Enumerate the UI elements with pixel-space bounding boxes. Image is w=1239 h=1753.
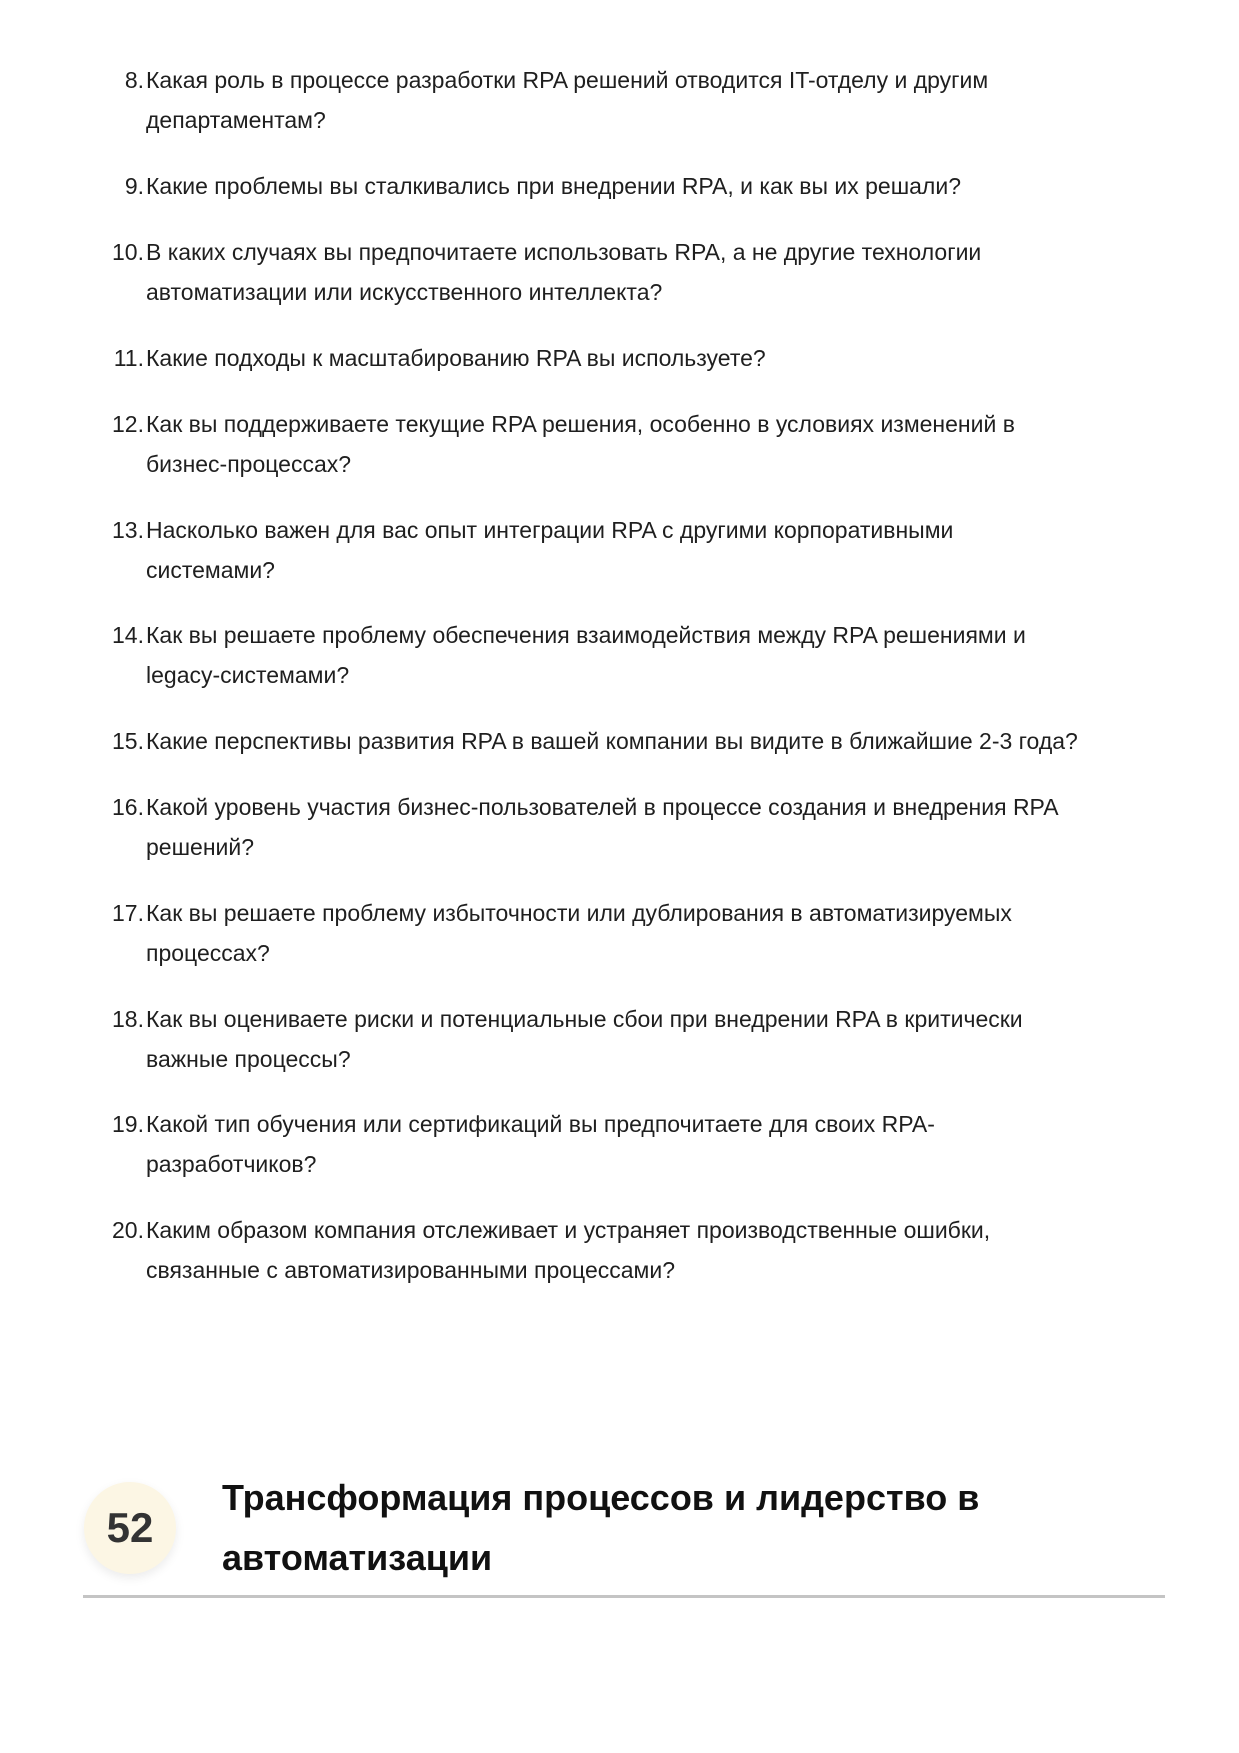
item-text-line: Какие перспективы развития RPA в вашей компании вы видите в ближайшие 2-3 года? xyxy=(146,728,1078,754)
item-text-line: процессах? xyxy=(146,940,270,966)
item-text-line: Какая роль в процессе разработки RPA решений отводится IT-отделу и другим xyxy=(146,67,989,93)
item-number: 16. xyxy=(112,794,144,820)
item-text-line: Насколько важен для вас опыт интеграции RPA с другими корпоративными xyxy=(146,517,954,543)
item-number: 11. xyxy=(113,345,144,371)
item-number: 9. xyxy=(124,173,144,199)
item-number: 13. xyxy=(112,517,144,543)
item-text-line: Как вы оцениваете риски и потенциальные сбои при внедрении RPA в критически xyxy=(146,1006,1023,1032)
item-text-line: связанные с автоматизированными процессами? xyxy=(146,1257,676,1283)
item-text-line: Как вы решаете проблему избыточности или дублирования в автоматизируемых xyxy=(146,900,1012,926)
item-number: 19. xyxy=(112,1111,144,1137)
item-number: 15. xyxy=(112,728,144,754)
item-number: 18. xyxy=(112,1006,144,1032)
item-text-line: Как вы решаете проблему обеспечения взаимодействия между RPA решениями и xyxy=(146,622,1026,648)
item-text-line: legacy-системами? xyxy=(146,662,350,688)
item-number: 8. xyxy=(124,67,144,93)
item-text-line: автоматизации или искусственного интеллекта? xyxy=(146,279,663,305)
item-text-line: системами? xyxy=(146,557,275,583)
item-text-line: Какие подходы к масштабированию RPA вы используете? xyxy=(146,345,766,371)
section-divider xyxy=(83,1595,1165,1598)
item-text-line: решений? xyxy=(146,834,255,860)
item-text-line: разработчиков? xyxy=(146,1151,317,1177)
section-title-line-1: Трансформация процессов и лидерство в xyxy=(222,1477,980,1518)
item-number: 17. xyxy=(112,900,144,926)
item-text-line: департаментам? xyxy=(146,107,326,133)
section-number-badge xyxy=(84,1482,176,1574)
item-text-line: Какой тип обучения или сертификаций вы предпочитаете для своих RPA- xyxy=(146,1111,935,1137)
section-number: 52 xyxy=(106,1504,154,1551)
item-text-line: В каких случаях вы предпочитаете использовать RPA, а не другие технологии xyxy=(146,239,982,265)
section-title-line-2: автоматизации xyxy=(222,1537,493,1578)
item-number: 12. xyxy=(112,411,144,437)
item-text-line: важные процессы? xyxy=(146,1046,351,1072)
item-text-line: Какие проблемы вы сталкивались при внедрении RPA, и как вы их решали? xyxy=(146,173,961,199)
item-number: 14. xyxy=(112,622,144,648)
item-text-line: бизнес-процессах? xyxy=(146,451,352,477)
item-number: 10. xyxy=(112,239,144,265)
item-text-line: Как вы поддерживаете текущие RPA решения, особенно в условиях изменений в xyxy=(146,411,1015,437)
item-text-line: Какой уровень участия бизнес-пользователей в процессе создания и внедрения RPA xyxy=(146,794,1059,820)
item-number: 20. xyxy=(112,1217,144,1243)
item-text-line: Каким образом компания отслеживает и устраняет производственные ошибки, xyxy=(146,1217,991,1243)
